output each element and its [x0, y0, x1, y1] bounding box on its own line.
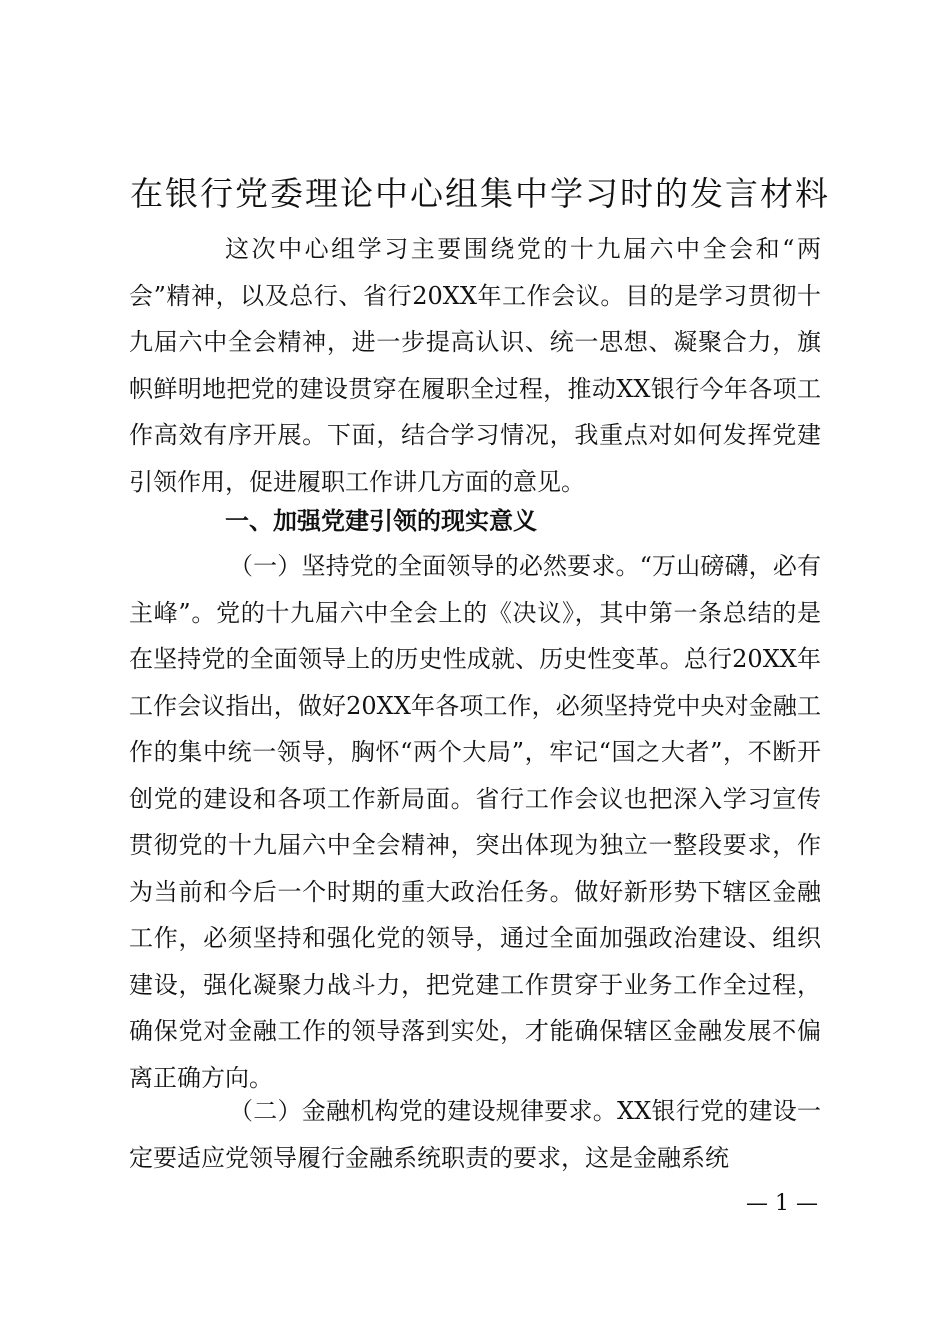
- section-heading-1: 一、加强党建引领的现实意义: [225, 507, 537, 535]
- intro-paragraph: 这次中心组学习主要围绕党的十九届六中全会和“两会”精神，以及总行、省行20XX年工作会议。目的是学习贯彻十九届六中全会精神，进一步提高认识、统一思想、凝聚合力，旗帜鲜明地把党的建设贯穿在履职全过程，推动XX银行今年各项工作高效有序开展。下面，结合学习情况，我重点对如何发挥党建引领作用，促进履职工作讲几方面的意见。: [129, 235, 821, 496]
- page-number: — 1 —: [746, 1191, 818, 1216]
- document-title: 在银行党委理论中心组集中学习时的发言材料: [130, 174, 830, 213]
- subsection-paragraph-1: （一）坚持党的全面领导的必然要求。“万山磅礴，必有主峰”。党的十九届六中全会上的《决议》，其中第一条总结的是在坚持党的全面领导上的历史性成就、历史性变革。总行20XX年工作会议指出，做好20XX年各项工作，必须坚持党中央对金融工作的集中统一领导，胸怀“两个大局”，牢记“国之大者”，不断开创党的建设和各项工作新局面。省行工作会议也把深入学习宣传贯彻党的十九届六中全会精神，突出体现为独立一整段要求，作为当前和今后一个时期的重大政治任务。做好新形势下辖区金融工作，必须坚持和强化党的领导，通过全面加强政治建设、组织建设，强化凝聚力战斗力，把党建工作贯穿于业务工作全过程，确保党对金融工作的领导落到实处，才能确保辖区金融发展不偏离正确方向。: [129, 552, 821, 1092]
- subsection-paragraph-2: （二）金融机构党的建设规律要求。XX银行党的建设一定要适应党领导履行金融系统职责的要求，这是金融系统: [129, 1097, 821, 1172]
